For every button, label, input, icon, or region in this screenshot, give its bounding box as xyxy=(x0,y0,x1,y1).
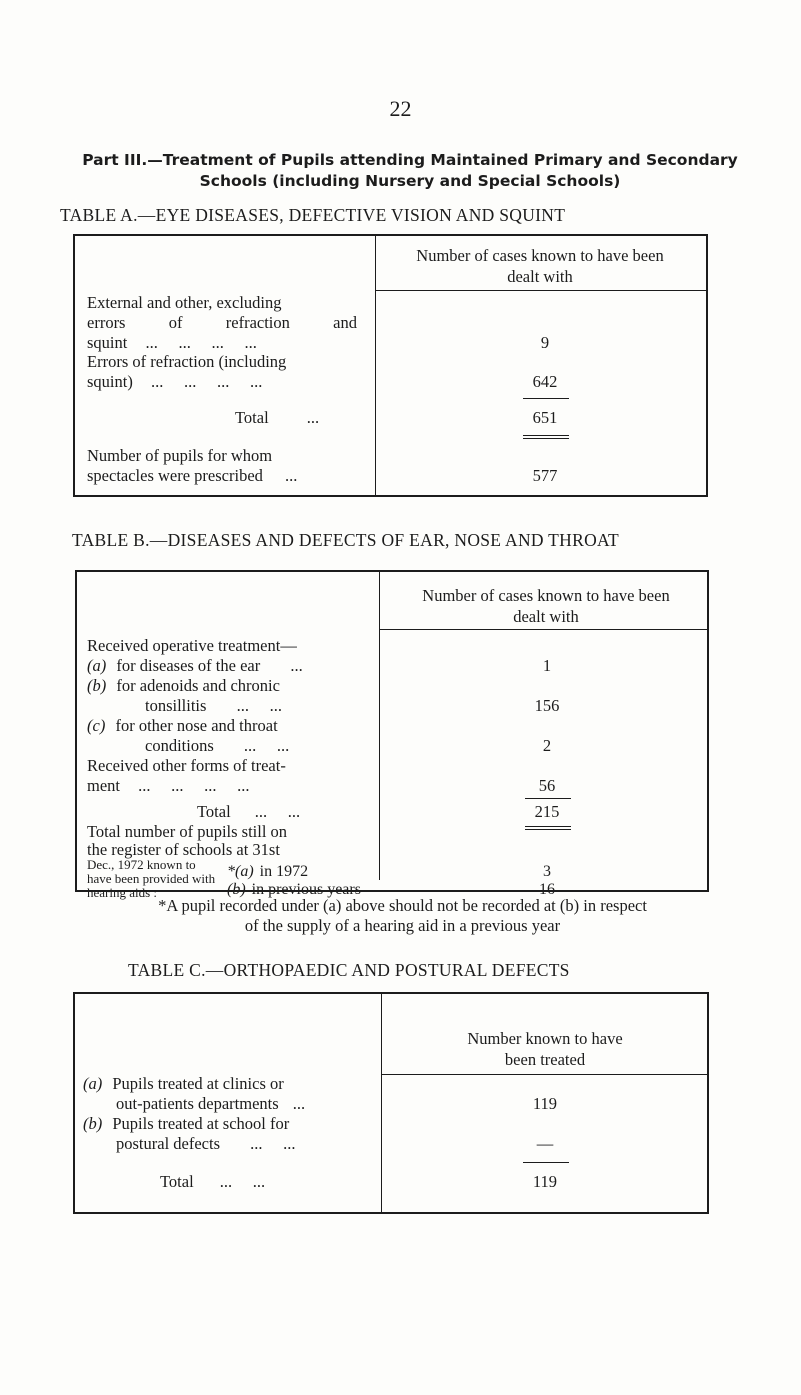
table-b-hearing-item-value: 3 xyxy=(543,863,551,880)
table-c-header-rule xyxy=(381,1074,707,1075)
table-a-column-header: Number of cases known to have been dealt with xyxy=(416,246,664,286)
table-a-header-rule xyxy=(375,290,706,291)
part-heading xyxy=(60,150,760,192)
table-b-row-b-line2: tonsillitis ... ... xyxy=(145,696,282,715)
table-b-title: TABLE B.—DISEASES AND DEFECTS OF EAR, NOSE AND THROAT xyxy=(72,530,620,550)
table-b-hearing-item-0 xyxy=(227,862,308,882)
table-a-spectacles-value: 577 xyxy=(532,466,558,485)
table-c-column-header: Number known to have been treated xyxy=(467,1029,623,1069)
table-b-hearing-item-label: in previous years xyxy=(251,881,361,898)
table-a-row1-line1: External and other, excluding xyxy=(87,293,282,312)
table-c xyxy=(73,992,709,1214)
part-heading-line1: Part III.—Treatment of Pupils attending Maintained Primary and Secondary xyxy=(82,151,738,169)
part-heading-line2: Schools (including Nursery and Special Schools) xyxy=(199,172,621,190)
table-a-row2-line2: squint) ... ... ... ... xyxy=(87,372,263,391)
table-c-row-b-value: — xyxy=(536,1134,554,1153)
table-a-double-rule xyxy=(523,435,569,439)
table-a-row1-line2: errors of refraction and xyxy=(87,313,357,332)
table-c-row-a-value: 119 xyxy=(532,1094,558,1113)
table-b-column-divider xyxy=(379,572,380,880)
table-b xyxy=(75,570,709,900)
table-b-row-b-value: 156 xyxy=(534,696,560,715)
table-c-title: TABLE C.—ORTHOPAEDIC AND POSTURAL DEFECTS xyxy=(128,960,570,980)
table-b-hearing-item-marker: (b) xyxy=(227,881,246,898)
table-c-total-value: 119 xyxy=(532,1172,558,1191)
table-b-operative-heading: Received operative treatment— xyxy=(87,636,297,655)
footnote-line1: *A pupil recorded under (a) above should not be recorded at (b) in respect xyxy=(158,896,647,915)
table-c-sum-rule xyxy=(523,1162,569,1163)
table-c-row-a-line2: out-patients departments ... xyxy=(116,1094,306,1113)
table-b-footnote xyxy=(70,896,735,936)
table-b-other-line1: Received other forms of treat- xyxy=(87,756,286,775)
table-b-row-c-line2: conditions ... ... xyxy=(145,736,290,755)
table-a-spectacles-line1: Number of pupils for whom xyxy=(87,446,273,465)
table-a-spectacles-line2: spectacles were prescribed ... xyxy=(87,466,298,485)
page-number: 22 xyxy=(389,96,412,121)
table-a-column-divider xyxy=(375,236,376,495)
table-a-sum-rule xyxy=(523,398,569,399)
table-b-hearing-lines-3-4: Dec., 1972 known to have been provided with hearing aids : xyxy=(87,857,216,900)
table-c-row-a-line1: (a) Pupils treated at clinics or xyxy=(83,1074,284,1093)
table-c-row-b-line2: postural defects ... ... xyxy=(116,1134,296,1153)
table-a-row1-line3: squint ... ... ... ... xyxy=(87,333,257,352)
table-b-row-a: (a) for diseases of the ear ... xyxy=(87,656,303,675)
table-b-hearing-item-label: in 1972 xyxy=(259,863,309,880)
table-b-row-c-line1: (c) for other nose and throat xyxy=(87,716,278,735)
table-b-double-rule xyxy=(525,826,571,830)
table-c-total-label: Total ... ... xyxy=(160,1172,266,1191)
table-c-column-divider xyxy=(381,994,382,1212)
table-a-total-label: Total ... xyxy=(235,408,320,427)
table-b-hearing-line1: Total number of pupils still on xyxy=(87,822,288,841)
table-b-hearing-item-value: 16 xyxy=(539,881,555,898)
table-a-row2-value: 642 xyxy=(532,372,558,391)
table-c-row-b-line1: (b) Pupils treated at school for xyxy=(83,1114,290,1133)
table-a-total-value: 651 xyxy=(532,408,558,427)
table-b-column-header: Number of cases known to have been dealt with xyxy=(422,586,670,626)
table-b-other-value: 56 xyxy=(538,776,556,795)
table-b-hearing-item-marker: *(a) xyxy=(227,863,254,880)
table-b-row-c-value: 2 xyxy=(542,736,552,755)
table-b-total-value: 215 xyxy=(534,802,560,821)
table-b-total-label: Total ... ... xyxy=(197,802,301,821)
table-a-title: TABLE A.—EYE DISEASES, DEFECTIVE VISION AND SQUINT xyxy=(60,205,566,225)
table-b-header-rule xyxy=(379,629,707,630)
table-b-row-a-value: 1 xyxy=(542,656,552,675)
table-a-row2-line1: Errors of refraction (including xyxy=(87,352,287,371)
table-a-row1-value: 9 xyxy=(540,333,550,352)
table-b-sum-rule xyxy=(525,798,571,799)
footnote-line2: of the supply of a hearing aid in a previous year xyxy=(244,916,561,935)
table-b-hearing-line2: the register of schools at 31st xyxy=(87,840,280,859)
table-b-other-line2: ment ... ... ... ... xyxy=(87,776,250,795)
table-b-row-b-line1: (b) for adenoids and chronic xyxy=(87,676,280,695)
table-a xyxy=(73,234,708,497)
